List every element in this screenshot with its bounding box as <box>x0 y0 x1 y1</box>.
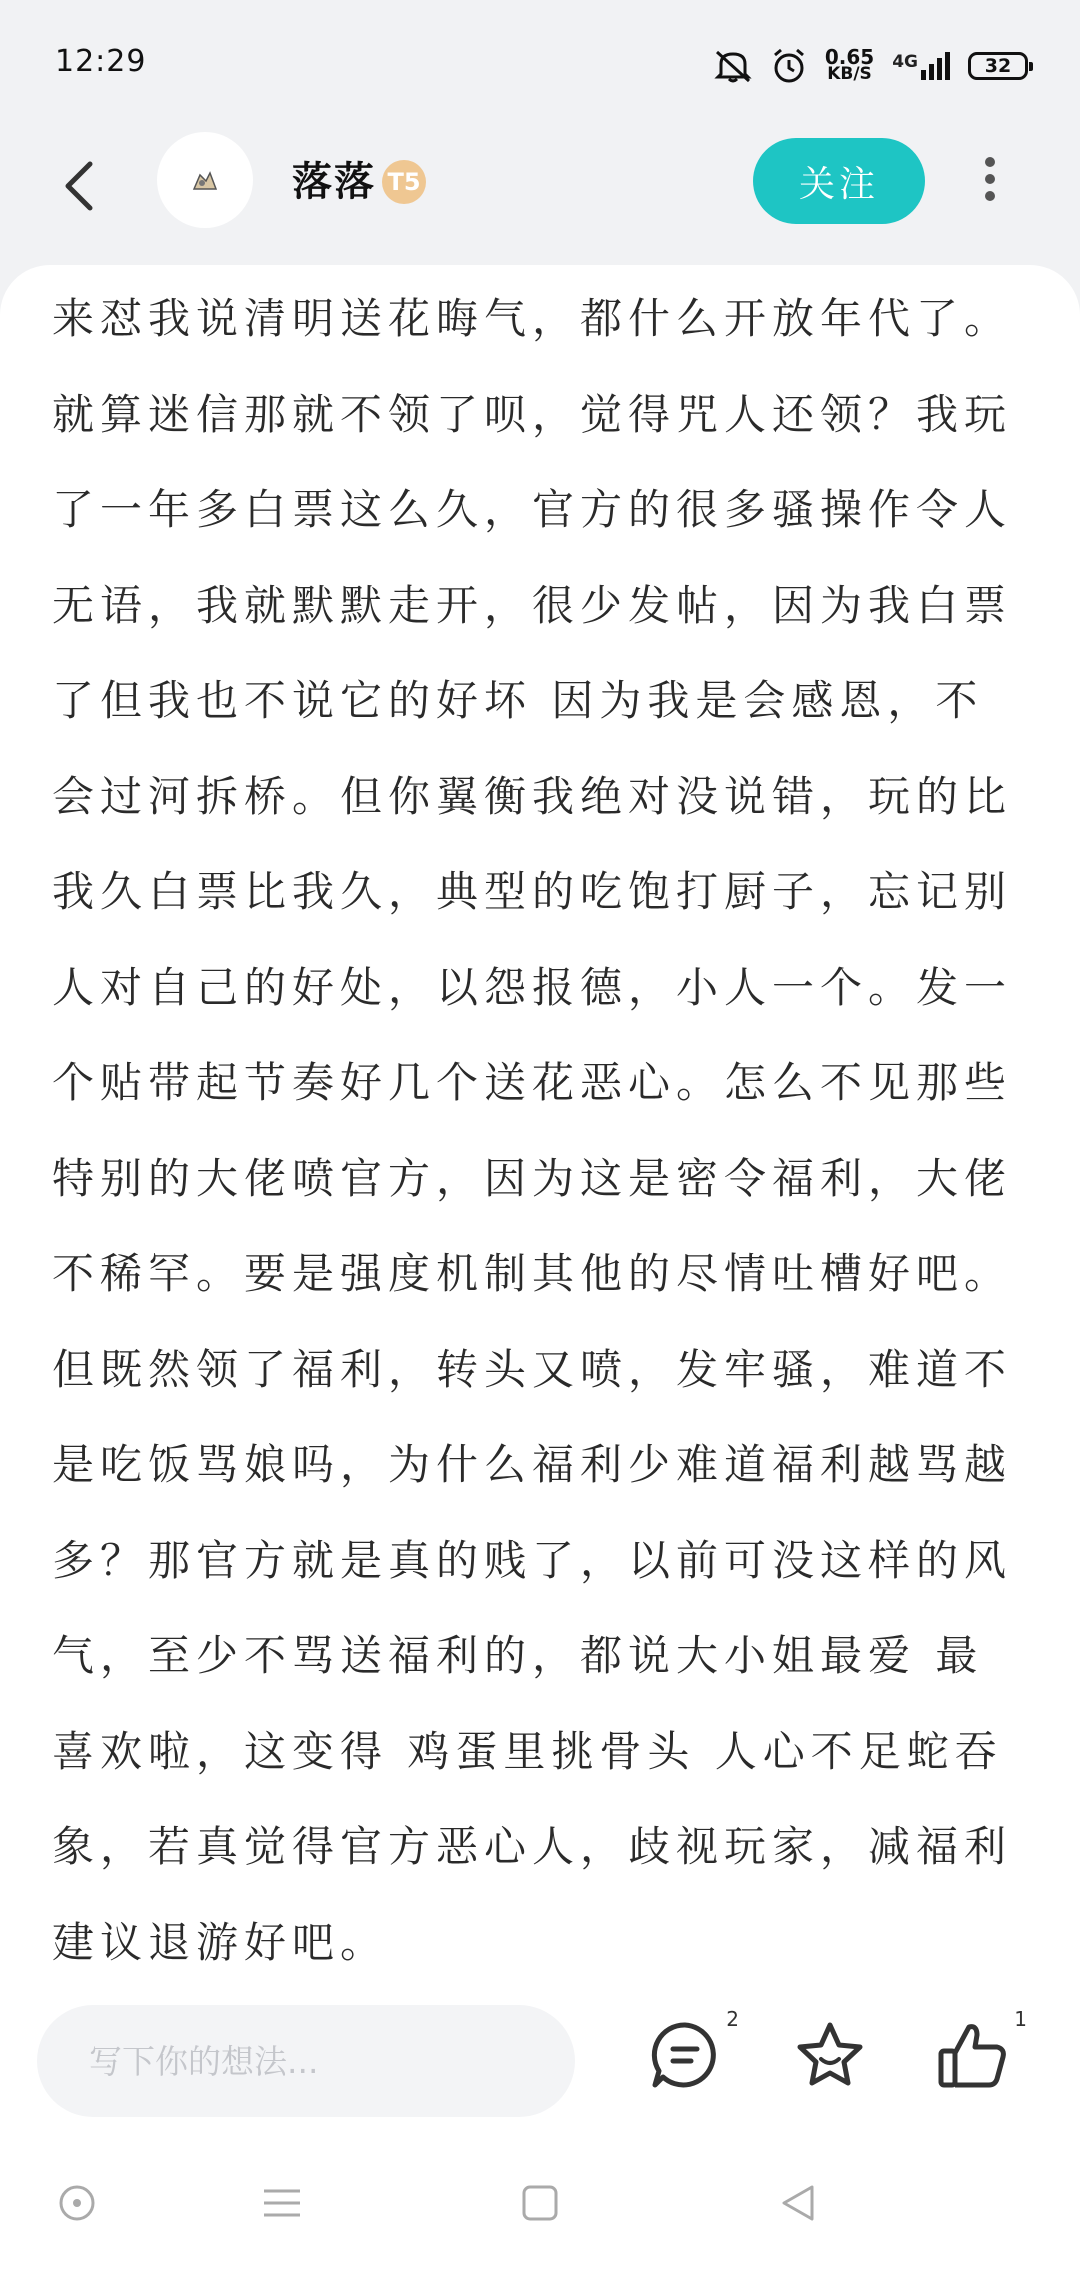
comment-icon <box>645 2015 725 2095</box>
favorite-button[interactable] <box>790 2015 870 2095</box>
back-arrow-icon[interactable] <box>56 156 106 216</box>
alarm-icon <box>771 48 807 84</box>
level-badge: T5 <box>382 160 426 204</box>
comment-input[interactable] <box>37 2005 575 2117</box>
net-speed-unit: KB/S <box>827 64 872 84</box>
signal-icon <box>892 52 950 80</box>
system-nav-bar <box>0 2125 1080 2280</box>
post-content-card <box>0 265 1080 1975</box>
comment-button[interactable] <box>645 2007 739 2095</box>
avatar[interactable] <box>157 132 253 228</box>
network-type: 4G <box>892 52 918 72</box>
more-options-icon[interactable] <box>975 150 1005 210</box>
post-body-text: 来怼我说清明送花晦气，都什么开放年代了。就算迷信那就不领了呗，觉得咒人还领？我玩了一年多白票这么久，官方的很多骚操作令人无语，我就默默走开，很少发帖，因为我白票了但我也不说它的好坏 因为我是会感恩，不会过河拆桥。但你翼衡我绝对没说错，玩的比我久白票比我久，典型的吃饱打厨子，忘记别人对自己的好处，以怨报德，小人一个。发一个贴带起节奏好几个送花恶心。怎么不见那些特别的大佬喷官方，因为这是密令福利，大佬不稀罕。要是强度机制其他的尽情吐槽好吧。但既然领了福利，转头又喷，发牢骚，难道不是吃饭骂娘吗，为什么福利少难道福利越骂越多？那官方就是真的贱了，以前可没这样的风气，至少不骂送福利的，都说大小姐最爱 最喜欢啦，这变得 鸡蛋里挑骨头 人心不足蛇吞象，若真觉得官方恶心人，歧视玩家，减福利 建议退游好吧。 <box>52 294 1032 1967</box>
bottom-action-bar <box>0 1975 1080 2125</box>
back-triangle-icon[interactable] <box>770 2175 826 2231</box>
home-square-icon[interactable] <box>512 2175 568 2231</box>
status-bar <box>0 0 1080 120</box>
menu-icon[interactable] <box>254 2175 310 2231</box>
post-header <box>0 130 1080 260</box>
net-speed-value: 0.65 <box>824 45 875 69</box>
like-count: 1 <box>1014 2007 1027 2031</box>
net-speed <box>824 45 875 84</box>
avatar-image <box>190 167 220 193</box>
battery-icon: 32 <box>968 52 1028 80</box>
like-button[interactable] <box>933 2007 1027 2095</box>
status-icons <box>713 44 1028 88</box>
status-time: 12:29 <box>55 44 147 79</box>
thumbs-up-icon <box>933 2015 1013 2095</box>
username[interactable]: 落落 <box>292 159 376 205</box>
follow-button[interactable]: 关注 <box>753 138 925 224</box>
star-icon <box>790 2015 870 2095</box>
mute-icon <box>713 48 753 84</box>
comment-count: 2 <box>726 2007 739 2031</box>
assistant-icon[interactable] <box>49 2175 105 2231</box>
